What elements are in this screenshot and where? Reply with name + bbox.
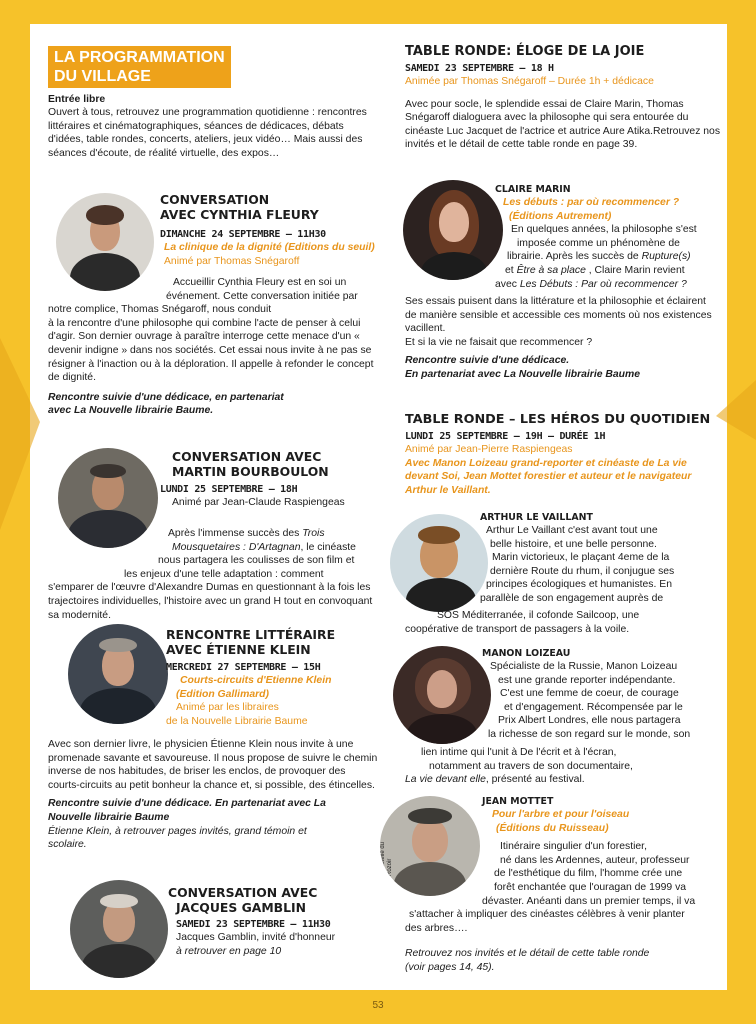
guest-book: (Éditions du Ruisseau) [496,822,609,834]
event-host: Animé par Jean-Claude Raspiengeas [172,497,345,508]
guest-arthur-le-vaillant: ARTHUR LE VAILLANT Arthur Le Vaillant c'est avant tout une belle histoire, et une belle personne. Marin victorieux, le plaçant 4eme de la dernière Route du rhum, il conjugue ses principes écologiques et humanistes. En parallèle de son engagement auprès de [480,512,730,606]
bourboulon-description: Après l'immense succès des Trois Mousquetaires : D'Artagnan, le cinéaste nous partagera les coulisses de son film et les enjeux d'une telle adaptation : comment s'emparer de l'œuvre d'Alexandre Dumas en questionnant à la fois les trajectoires individuelles, l'histoire avec un grand H tout en convoquant sa modernité. [48,528,373,621]
event-date: MERCREDI 27 SEPTEMBRE – 15H [166,662,321,673]
event-book: La clinique de la dignité (Editions du seuil) [164,242,375,253]
event-date: LUNDI 25 SEPTEMBRE – 19H – DURÉE 1H [405,431,606,442]
fleury-description: Accueillir Cynthia Fleury est en soi un événement. Cette conversation initiée par notre complice, Thomas Snégaroff, nous conduit à la rencontre d'une philosophe qui combine l'acte de penser à celui d'agir. Son dernier ouvrage à paraître interroge cette menace d'un « devenir indigne » dans nos sociétés. Cet essai nous invite à ne pas se résigner à l'inaction ou à la déploration. Il appelle à refonder le concept de dignité. Rencontre suivie d'une dédicace, en partenariat avec La Nouvelle librairie Baume. [48,277,374,417]
guest-book: Les débuts : par où recommencer ? [503,197,680,208]
guest-name: ARTHUR LE VAILLANT [480,512,593,523]
event-guests: Avec Manon Loizeau grand-reporter et cinéaste de La vie devant Soi, Jean Mottet forestier et auteur et le navigateur Arthur le Vaillant. [405,457,692,496]
event-note: Étienne Klein, à retrouver pages invités, grand témoin et scolaire. [48,825,307,851]
event-gamblin: CONVERSATION AVEC JACQUES GAMBLIN SAMEDI 23 SEPTEMBRE – 11H30 Jacques Gamblin, invité d'honneur à retrouver en page 10 [168,885,398,958]
event-book: Courts-circuits d'Etienne Klein [180,675,332,686]
event-note: Rencontre suivie d'une dédicace. En partenariat avec La Nouvelle librairie Baume [48,798,326,823]
event-title: RENCONTRE LITTÉRAIRE [166,627,336,642]
guest-book: (Éditions Autrement) [509,210,612,222]
guest-name: MANON LOIZEAU [482,648,571,659]
event-klein [166,627,396,728]
photo-arthur-le-vaillant [390,514,488,612]
event-note: Retrouvez nos invités et le détail de cette table ronde [405,948,650,960]
guest-name: CLAIRE MARIN [495,184,571,195]
event-date: SAMEDI 23 SEPTEMBRE – 11H30 [176,919,331,930]
photo-etienne-klein [68,624,168,724]
page-title: LA PROGRAMMATION DU VILLAGE [48,46,231,88]
left-column [48,0,378,159]
event-note: Rencontre suivie d'une dédicace. [405,355,570,367]
guest-jean-mottet: JEAN MOTTET Pour l'arbre et pour l'oiseau (Éditions du Ruisseau) Itinéraire singulier d'un forestier, né dans les Ardennes, auteur, professeur de l'esthétique du film, l'homme crée une forêt enchantée que l'ouragan de 1999 va dévaster. Anéanti dans un premier temps, il va [482,796,732,908]
marin-description: Ses essais puisent dans la littérature et la philosophie et éclairent de manière sensible et accessible ces moments où nos existences vacillent. Et si la vie ne faisait que recommencer ? Rencontre suivie d'une dédicace. En partenariat avec La Nouvelle librairie Baume [405,295,717,382]
entry-label: Entrée libre [48,94,106,105]
event-date: LUNDI 25 SEPTEMBRE – 18H [160,484,298,495]
event-date: SAMEDI 23 SEPTEMBRE – 18 H [405,63,554,74]
photo-credit: © Estelle du Rozoir [380,841,393,876]
event-date: DIMANCHE 24 SEPTEMBRE – 11H30 [160,229,326,240]
event-title: JACQUES GAMBLIN [176,900,306,915]
event-book: (Edition Gallimard) [176,688,269,700]
mottet-description-end: s'attacher à impliquer des cinéastes célèbres à venir planter des arbres…. Retrouvez nos invités et le détail de cette table ronde (voir pages 14, 45). [405,908,730,974]
event-title: AVEC CYNTHIA FLEURY [160,207,319,222]
event-title: CONVERSATION [160,192,270,207]
event-host: Animé par Thomas Snégaroff [164,255,300,267]
guest-name: JEAN MOTTET [482,796,554,807]
intro-text: Ouvert à tous, retrouvez une programmation quotidienne : rencontres littéraires et cinématographiques, séances de dédicaces, débats d'idées, table rondes, concerts, ateliers, jeux vidéo… Mais aussi des séances d'écoute, de réalité virtuelle, des expos… [48,107,367,159]
event-fleury [160,192,390,268]
event-title: TABLE RONDE – LES HÉROS DU QUOTIDIEN [405,412,711,427]
photo-claire-marin [403,180,503,280]
photo-manon-loizeau [393,646,491,744]
event-note: En partenariat avec La Nouvelle librairie Baume [405,368,641,380]
klein-description: Avec son dernier livre, le physicien Étienne Klein nous invite à une promenade savante et savoureuse. Il nous propose de suivre le chemin inverse de nos habitudes, de briser les enclos, de provoquer des courts-circuits au petit bonheur la chance et, si possible, des étincelles. Rencontre suivie d'une dédicace. En partenariat avec La Nouvelle librairie Baume Étienne Klein, à retrouver pages invités, grand témoin et scolaire. [48,739,378,851]
event-title: MARTIN BOURBOULON [172,464,329,479]
event-note: Rencontre suivie d'une dédicace, en partenariat avec La Nouvelle librairie Baume. [48,391,284,417]
loizeau-description-end: lien intime qui l'unit à De l'écrit et à l'écran, notamment au travers de son documentaire, La vie devant elle, présenté au festival. [405,747,633,786]
vaillant-description-end: SOS Méditerranée, il cofonde Sailcoop, une coopérative de transport de passagers à la voile. [405,610,640,635]
event-title: CONVERSATION AVEC [168,885,318,900]
event-description: Avec pour socle, le splendide essai de Claire Marin, Thomas Snégaroff dialoguera avec la philosophe qui sera entourée du cinéaste Luc Jacquet de l'actrice et autrice Aure Atika.Retrouvez nos invités et le détail de cette table ronde en page 39. [405,98,721,151]
event-host: de la Nouvelle Librairie Baume [166,715,308,727]
photo-jacques-gamblin [70,880,168,978]
event-title: TABLE RONDE: ÉLOGE DE LA JOIE [405,44,645,59]
guest-book: Pour l'arbre et pour l'oiseau [492,809,630,820]
event-title: AVEC ÉTIENNE KLEIN [166,642,311,657]
photo-jean-mottet [380,796,480,896]
event-bourboulon [160,449,390,510]
event-host: Animée par Thomas Snégaroff – Durée 1h + dédicace [405,76,654,87]
guest-manon-loizeau: MANON LOIZEAU Spécialiste de la Russie, Manon Loizeau est une grande reporter indépendante. C'est une femme de coeur, de courage et d'engagement. Récompensée par le Prix Albert Londres, elle nous partagera la richesse de son regard sur le monde, son [482,648,732,742]
event-heros-quotidien [405,412,730,497]
event-eloge-joie [405,44,725,152]
event-note: (voir pages 14, 45). [405,961,495,973]
event-title: CONVERSATION AVEC [172,449,322,464]
page-number: 53 [372,1000,384,1011]
guest-claire-marin: CLAIRE MARIN Les débuts : par où recommencer ? (Éditions Autrement) En quelques années, la philosophe s'est imposée comme un phénomène de librairie. Après les succès de Rupture(s) et Être à sa place , Claire Marin revient avec Les Débuts : Par où recommencer ? [495,184,735,291]
event-host: Animé par Jean-Pierre Raspiengeas [405,444,573,455]
event-host: Animé par les libraires [176,702,279,714]
